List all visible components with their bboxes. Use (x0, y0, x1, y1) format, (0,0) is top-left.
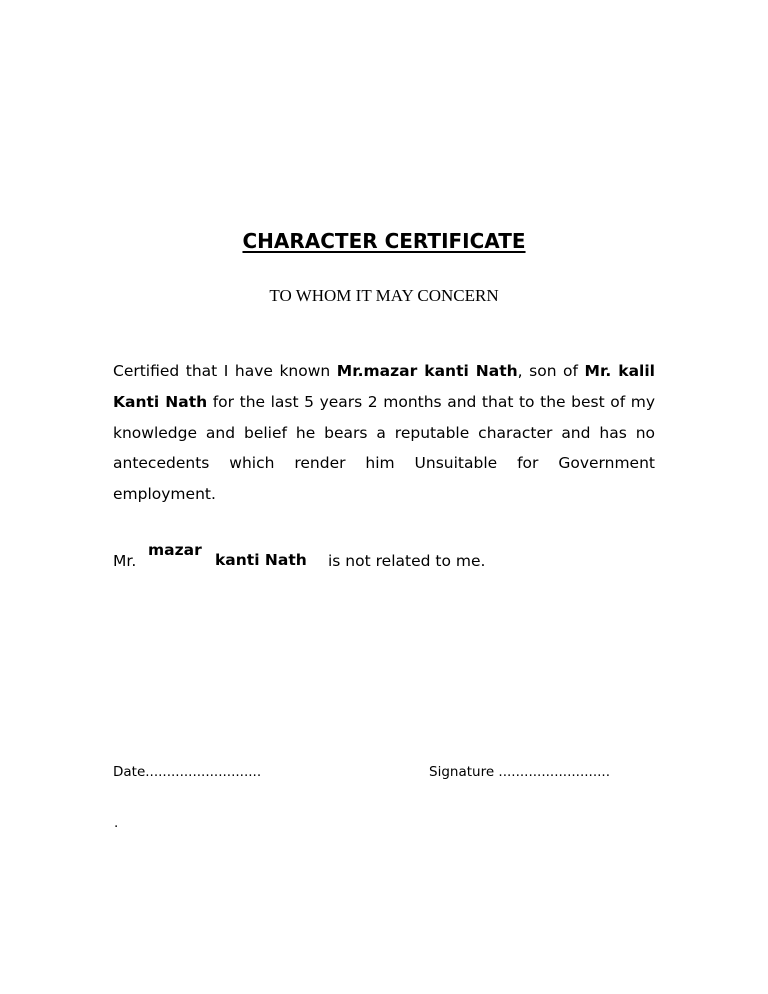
body-text-son-of: , son of (517, 362, 585, 380)
body-text-intro: Certified that I have known (113, 362, 337, 380)
signature-field: Signature .......................... (429, 764, 610, 780)
father-name: Mr. kalil Kanti Nath (113, 362, 655, 411)
subject-name: Mr.mazar kanti Nath (336, 362, 518, 380)
certificate-body (113, 356, 655, 510)
date-field: Date........................... (113, 764, 262, 780)
relation-statement (113, 540, 673, 580)
relation-suffix: is not related to me. (328, 552, 486, 570)
certificate-subtitle: TO WHOM IT MAY CONCERN (269, 286, 499, 305)
relation-prefix: Mr. (113, 552, 137, 570)
relation-last-name: kanti Nath (215, 551, 307, 569)
trailing-dot: . (114, 815, 119, 831)
body-text-statement: for the last 5 years 2 months and that to the best of my knowledge and belief he bears a reputable character and has no antecedents which render him Unsuitable for Government employment. (113, 392, 656, 504)
certificate-title: CHARACTER CERTIFICATE (242, 229, 526, 253)
relation-first-name: mazar (148, 541, 202, 559)
